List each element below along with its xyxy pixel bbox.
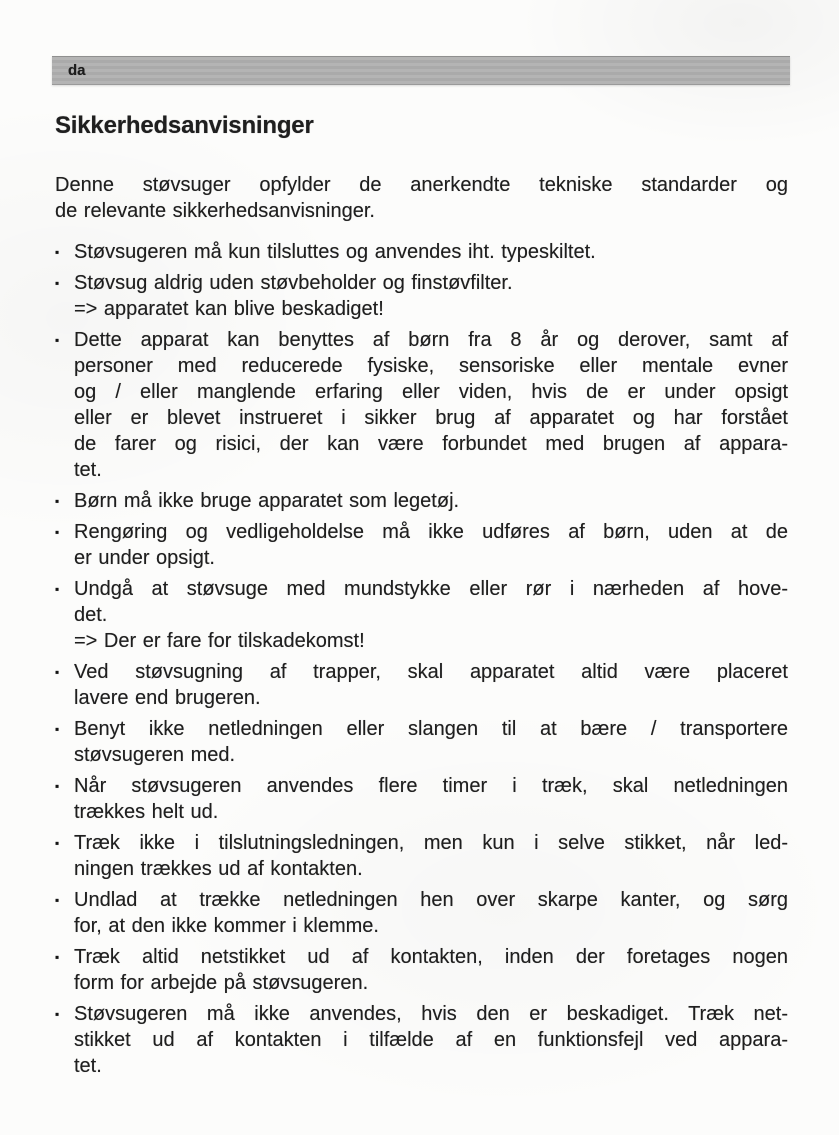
bullet-text (74, 327, 788, 483)
text-line: støvsugeren med. (74, 744, 236, 766)
text-line: tet. (74, 459, 102, 481)
text-line: Rengøring og vedligeholdelse må ikke udføres af børn, uden at de (74, 521, 788, 543)
text-line: Træk altid netstikket ud af kontakten, inden der foretages nogen (74, 946, 788, 968)
text-line: for, at den ikke kommer i klemme. (74, 915, 379, 937)
consequence-note-line: => Der er fare for tilskadekomst! (74, 630, 365, 652)
text-line: Når støvsugeren anvendes flere timer i træk, skal netledningen (74, 775, 788, 797)
bullet-text (74, 576, 788, 654)
bullet-item (55, 716, 788, 768)
intro-paragraph (55, 172, 788, 224)
text-line: lavere end brugeren. (74, 687, 261, 709)
bullet-text (74, 773, 788, 825)
bullet-text (74, 944, 788, 996)
consequence-note-line: => apparatet kan blive beskadiget! (74, 298, 384, 320)
bullet-text (74, 716, 788, 768)
text-line: Denne støvsuger opfylder de anerkendte tekniske standarder og (55, 174, 788, 196)
text-line: stikket ud af kontakten i tilfælde af en funktionsfejl ved appara- (74, 1029, 788, 1051)
bullet-square-icon: ▪ (55, 836, 60, 850)
bullet-text (74, 830, 788, 882)
bullet-item (55, 773, 788, 825)
text-line: Børn må ikke bruge apparatet som legetøj. (74, 490, 460, 512)
bullet-item (55, 519, 788, 571)
text-line: form for arbejde på støvsugeren. (74, 972, 369, 994)
bullet-item (55, 944, 788, 996)
bullet-square-icon: ▪ (55, 333, 60, 347)
text-line: er under opsigt. (74, 547, 215, 569)
bullet-square-icon: ▪ (55, 494, 60, 508)
bullet-square-icon: ▪ (55, 245, 60, 259)
bullet-item (55, 659, 788, 711)
bullet-square-icon: ▪ (55, 950, 60, 964)
bullet-item (55, 270, 788, 322)
text-line: Dette apparat kan benyttes af børn fra 8 år og derover, samt af (74, 329, 788, 351)
bullet-text (74, 270, 788, 322)
text-line: Støvsug aldrig uden støvbeholder og finstøvfilter. (74, 272, 513, 294)
bullet-square-icon: ▪ (55, 582, 60, 596)
bullet-item (55, 1001, 788, 1079)
bullet-item (55, 239, 788, 265)
text-line: Støvsugeren må ikke anvendes, hvis den er beskadiget. Træk net- (74, 1003, 788, 1025)
bullet-square-icon: ▪ (55, 893, 60, 907)
bullet-item (55, 327, 788, 483)
text-line: eller er blevet instrueret i sikker brug af apparatet og har forstået (74, 407, 788, 429)
text-line: de relevante sikkerhedsanvisninger. (55, 200, 375, 222)
bullet-square-icon: ▪ (55, 722, 60, 736)
bullet-text (74, 239, 788, 265)
safety-bullet-list (55, 239, 788, 1079)
bullet-square-icon: ▪ (55, 276, 60, 290)
bullet-item (55, 887, 788, 939)
bullet-item (55, 576, 788, 654)
text-line: Undgå at støvsuge med mundstykke eller rør i nærheden af hove- (74, 578, 788, 600)
bullet-text (74, 488, 788, 514)
text-line: tet. (74, 1055, 102, 1077)
text-line: Støvsugeren må kun tilsluttes og anvendes iht. typeskiltet. (74, 241, 596, 263)
bullet-square-icon: ▪ (55, 1007, 60, 1021)
language-code-label: da (68, 62, 86, 79)
text-line: Benyt ikke netledningen eller slangen til at bære / transportere (74, 718, 788, 740)
bullet-item (55, 830, 788, 882)
bullet-item (55, 488, 788, 514)
text-line: personer med reducerede fysiske, sensoriske eller mentale evner (74, 355, 788, 377)
bullet-text (74, 887, 788, 939)
text-line: ningen trækkes ud af kontakten. (74, 858, 363, 880)
bullet-text (74, 659, 788, 711)
text-line: Træk ikke i tilslutningsledningen, men kun i selve stikket, når led- (74, 832, 788, 854)
text-line: de farer og risici, der kan være forbundet med brugen af appara- (74, 433, 788, 455)
text-line: trækkes helt ud. (74, 801, 219, 823)
bullet-text (74, 1001, 788, 1079)
text-line: Undlad at trække netledningen hen over skarpe kanter, og sørg (74, 889, 788, 911)
language-header-bar (52, 56, 790, 85)
bullet-square-icon: ▪ (55, 779, 60, 793)
bullet-text (74, 519, 788, 571)
text-line: Ved støvsugning af trapper, skal apparatet altid være placeret (74, 661, 788, 683)
page-title: Sikkerhedsanvisninger (55, 112, 314, 139)
bullet-square-icon: ▪ (55, 665, 60, 679)
text-line: det. (74, 604, 108, 626)
safety-instructions-content (55, 172, 788, 1079)
bullet-square-icon: ▪ (55, 525, 60, 539)
text-line: og / eller manglende erfaring eller viden, hvis de er under opsigt (74, 381, 788, 403)
